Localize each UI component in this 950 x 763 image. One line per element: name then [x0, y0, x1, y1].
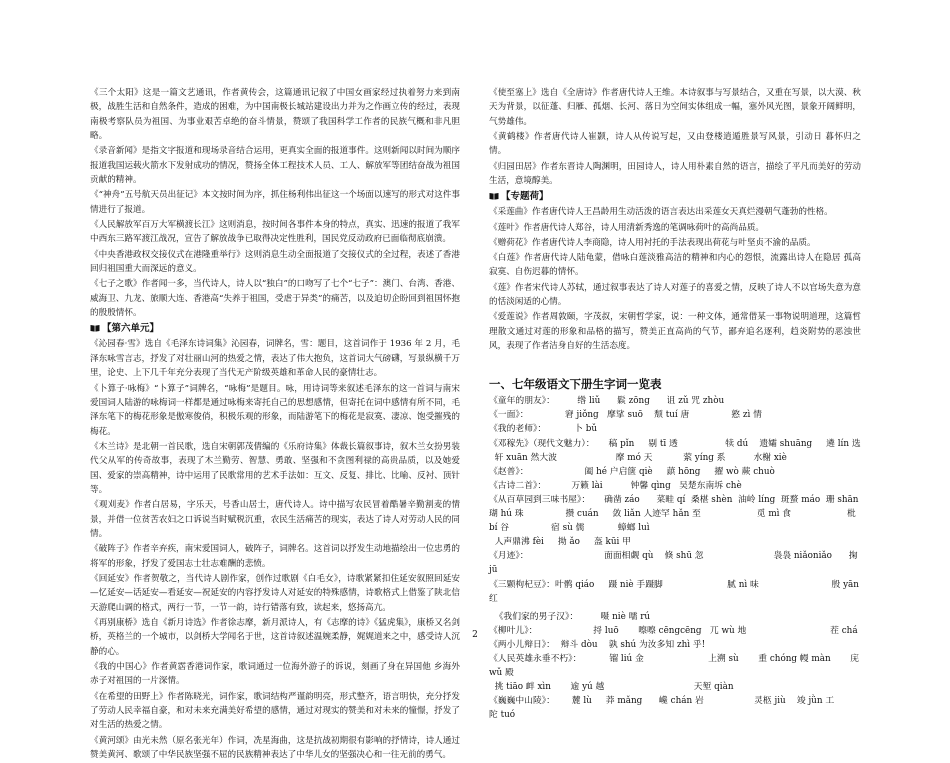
text-paragraph: 《破阵子》作者辛弃疾，南宋爱国词人，破阵子，词牌名。这首词以抒发生动地描绘出一位忠勇的将军的形象，抒发了爱国志士壮志难酬的悲愤。	[90, 544, 460, 569]
text-paragraph: 《沁园春·雪》选自《毛泽东诗词集》沁园春，词牌名，雪：题目，这首词作于 1936 年 2 月，毛泽东咏雪言志，抒发了对壮丽山河的热爱之情，表达了伟大抱负，这首词大气磅礴，写景纵横千万里，论史、上下几千年充分表现了当代无产阶级英雄和革命人民的豪情壮志。	[90, 339, 460, 379]
text-paragraph: 《莲叶》作者唐代诗人郑谷，诗人用清新秀逸的笔调咏荷叶的高尚品质。	[489, 222, 765, 233]
word-list-line: 《柳叶儿》： 捋 luō 嚓嚓 cēngcēng 兀 wù 地 茬 chá	[489, 625, 858, 636]
word-list-line: 《赵普》： 阖 hé 户启箧 qiè 蕻 hōng 擢 wò 蕨 chuò	[489, 466, 775, 477]
text-paragraph: 《黄鹤楼》作者唐代诗人崔颢，诗人从传说写起，又由登楼逍遁胜景写风景，引动日 暮怀归之情。	[489, 132, 861, 157]
word-list-line: 轩 xuān 然大波 摩 mó 天 萦 yíng 系 水榭 xiè	[489, 452, 787, 463]
text-paragraph: 《归园田居》作者东晋诗人陶渊明，田园诗人，诗人用朴素自然的语言，描绘了平凡而美好的劳动生活，意境醇美。	[489, 161, 861, 187]
text-paragraph: 《人民解放军百万大军横渡长江》这则消息，按时间各事件本身的特点，真实、迅速的报道了我军中西东三路军渡江战况，宣告了解放战争已取得决定性胜利，国民党反动政府已面临彻底崩溃。	[90, 220, 460, 245]
text-paragraph: 《黄河颂》由光未然（原名张光年）作词，冼星海曲，这是抗战初期很有影响的抒情诗，诗人通过赞美黄河、歌颂了中华民族坚强不屈的民族精神表达了中华儿女的坚强决心和一往无前的勇气。	[90, 735, 460, 761]
word-list-line: 《童年的朋友》： 绺 liǔ 鬏 zōng 诅 zǔ 咒 zhòu	[489, 396, 725, 407]
word-list-line: 《巍巍中山陵》： 麓 lù 莽 mǎng 巉 chán 岩 灵柩 jiù 竣 jǜn 工 陀 tuó	[489, 696, 882, 721]
unit-heading-text: 【专题荷】	[501, 191, 549, 203]
text-paragraph: 《卜算子·咏梅》“卜算子”词牌名，“咏梅”是题目。咏，用诗词等来叙述毛泽东的这一首词与南宋爱国词人陆游的咏梅词一样都是通过咏梅来寄托自己的思想感情，但寄托在词中感情有所不同，毛泽东笔下的梅花形象是傲寒俊俏，积极乐观的形象，而陆游笔下的梅花是寂寞、凄凉、饱受摧残的梅花。	[90, 383, 460, 437]
word-list-line: 《从百草园到三味书屋》： 确凿 záo 菜畦 qí 桑椹 shèn 油岭 líng 斑蝥 máo 珊 shān 瑚 hú 珠 攒 cuán 敛 liǎn 人迹罕 hǎn 至 觅 mì 食 枇 bí 谷 宿 sù 儒 蟑螂 luì	[489, 494, 862, 534]
word-list-line: 《我们家的男子汉》： 嗫 niè 嚅 rú	[489, 611, 651, 622]
word-list-line: 《人民英雄永垂不朽》： 镏 liú 金 上溯 sù 重 chóng 幔 màn 庑 wǔ 殿	[489, 653, 862, 679]
right-paragraphs	[489, 86, 861, 353]
text-paragraph: 《我的中国心》作者黄霑香港词作家，歌词通过一位海外游子的诉说，刻画了身在异国他 乡海外赤子对祖国的一片深情。	[90, 662, 460, 687]
word-list-line: 《我的老师》： 卜 bǔ	[489, 424, 598, 435]
text-paragraph: 《再别康桥》选自《新月诗选》作者徐志摩，新月派诗人，有《志摩的诗》《猛虎集》，康桥又名剑桥，英格兰的一个城市，以剑桥大学闻名于世，这首诗叙述温婉柔静，娓娓道来之中，感受诗人沉静的心。	[90, 617, 460, 657]
book-icon	[489, 192, 499, 200]
text-paragraph: 《木兰诗》是北朝一首民歌，选自宋朝郭茂倩编的《乐府诗集》体裁长篇叙事诗，叙木兰女扮男装代父从军的传奇故事，表现了木兰勤劳、智慧、勇敢、坚强和不贪图利禄的高贵品质，以及她爱国、爱家的崇高精神，诗中运用了民歌常用的艺术手法如：互文、反复、排比、比喻、反衬、顶针等。	[90, 441, 460, 496]
text-paragraph: 《“神舟”五号航天员出征记》本文按时间为序，抓住杨利伟出征这一个场面以速写的形式对这件事情进行了报道。	[90, 190, 460, 215]
text-paragraph: 《中央香港政权交接仪式在港隆重举行》这则消息生动全面报道了交接仪式的全过程，表述了香港回归祖国重大而深远的意义。	[90, 249, 460, 275]
text-paragraph: 《七子之歌》作者闻一多，当代诗人，诗人以“独白”的口吻写了七个“七子”：澳门、台湾、香港、威海卫、九龙、旅顺大连、香港高“失养于祖国，受虐于异类”的痛苦，以及迫切企盼回到祖国怀抱的殷殷情怀。	[90, 279, 460, 319]
left-column	[90, 86, 460, 763]
book-icon	[90, 324, 100, 332]
word-list-line: 《月迹》： 面面相觑 qù 倏 shū 忽 袅袅 niǎoniǎo 掬 jū	[489, 551, 861, 576]
text-paragraph: 《回延安》作者贺敬之，当代诗人剧作家，创作过歌剧《白毛女》，诗歌紧紧扣住延安叙照回延安—忆延安—话延安—看延安—祝延安的内容抒发诗人对延安的特殊感情，诗歌格式上借鉴了陕北信天游爬山调的格式，两行一节，一节一韵，诗行错落有致，读起来，悠扬高亢。	[90, 573, 460, 613]
word-list-line: 《一面》： 窘 jiǒng 摩挲 suō 颓 tuí 唐 憝 zì 情	[489, 410, 762, 421]
text-paragraph: 《三个太阳》这是一篇文艺通讯，作者黄传会，这篇通讯记叙了中国女画家经过执着努力来到南极，战胜生活和自然条件，造成的困难，为中国南极长城站建设出力并为之作画立传的经过，表现南极考察队员为祖国、为事业艰苦卓绝的奋斗情景，赞颂了我国科学工作者的民族气概和非凡胆略。	[90, 88, 460, 142]
unit-heading-text: 【第六单元】	[102, 323, 160, 335]
unit-heading	[90, 321, 460, 336]
word-list-line: 挑 tiāo 衅 xìn 逾 yú 越 天堑 qiàn	[489, 682, 734, 693]
text-paragraph: 《赠荷花》作者唐代诗人李商隐，诗人用衬托的手法表现出荷花与叶坚贞不渝的品质。	[489, 237, 816, 248]
unit-heading	[489, 189, 861, 204]
text-paragraph: 《爱莲说》作者周敦颐，字茂叔，宋朝哲学家，说：一种文体，通常借某一事物说明道理，这篇哲理散文通过对莲的形象和品格的描写，赞美正直高尚的气节，鄙弃追名逐利，趋炎附势的恶浊世风，表现了作者洁身自好的生活态度。	[489, 312, 861, 352]
word-list-title: 一、七年级语文下册生字词一览表	[489, 377, 662, 392]
text-paragraph: 《采莲曲》作者唐代诗人王昌龄用生动活泼的语言表达出采莲女天真烂漫朝气蓬勃的性格。	[489, 207, 833, 218]
text-paragraph: 《使至塞上》选自《全唐诗》作者唐代诗人王维。本诗叙事与写景结合，又重在写景，以大漠、秋天为背景，以征蓬、归雁、孤烟、长河、落日为空间实体组成一幅，塞外风光图，景象开阔鲜明，气势雄伟。	[489, 88, 861, 127]
text-paragraph: 《在希望的田野上》作者陈晓光，词作家，歌词结构严谨韵明亮，形式整齐，语言明快，充分抒发了劳动人民幸福自豪，和对未来充满美好希望的感情，通过对现实的赞美和对未来的憧憬，抒发了对生活的热爱之情。	[90, 691, 460, 731]
text-paragraph: 《莲》作者宋代诗人苏轼，通过叙事表达了诗人对莲子的喜爱之情，反映了诗人不以官场失意为意的恬淡闲适的心情。	[489, 282, 861, 308]
text-paragraph: 《录音新闻》是指文字报道和现场录音结合运用，更真实全面的报道事件。这则新闻以时间为顺序报道我国运载火箭水下发射成功的情况，赞扬全体工程技术人员、工人、解放军等团结奋战为祖国贡献的精神。	[90, 146, 460, 186]
word-list-line: 《邓稼先》（现代文魅力）： 稿 pǐn 剔 tī 透 犊 dú 遗孀 shuāng 遴 lín 选	[489, 438, 861, 449]
word-list-line: 《两小儿辩日》： 辩斗 dòu 孰 shú 为汝多知 zhì 乎!	[489, 639, 706, 650]
page-number: 2	[472, 630, 478, 640]
text-paragraph: 《观刈麦》作者白居易，字乐天，号香山居士，唐代诗人。诗中描写农民冒着酷暑辛勤割麦的情景，并借一位贫苦农妇之口诉说当时赋税沉重，农民生活痛苦的现实，表达了诗人对劳动人民的同情。	[90, 500, 460, 540]
text-paragraph: 《白莲》作者唐代诗人陆龟蒙，借咏白莲淡雅高洁的精神和内心的怨恨，流露出诗人在隐居 孤高寂寞、自伤迟暮的情怀。	[489, 253, 861, 278]
right-column	[489, 86, 882, 722]
word-list-line: 人声鼎沸 fèi 拗 ǎo 盔 kūi 甲	[489, 537, 631, 548]
word-list	[489, 394, 882, 722]
section-gap	[489, 354, 861, 376]
word-list-line: 《古诗二首》： 万籁 lài 钟馨 qìng 吴楚东南坼 chè	[489, 480, 742, 491]
word-list-line: 《三颗枸杞豆》：叶鹘 qiáo 蹑 niè 手蹑脚 腻 nì 味 殷 yān 红	[489, 579, 862, 604]
